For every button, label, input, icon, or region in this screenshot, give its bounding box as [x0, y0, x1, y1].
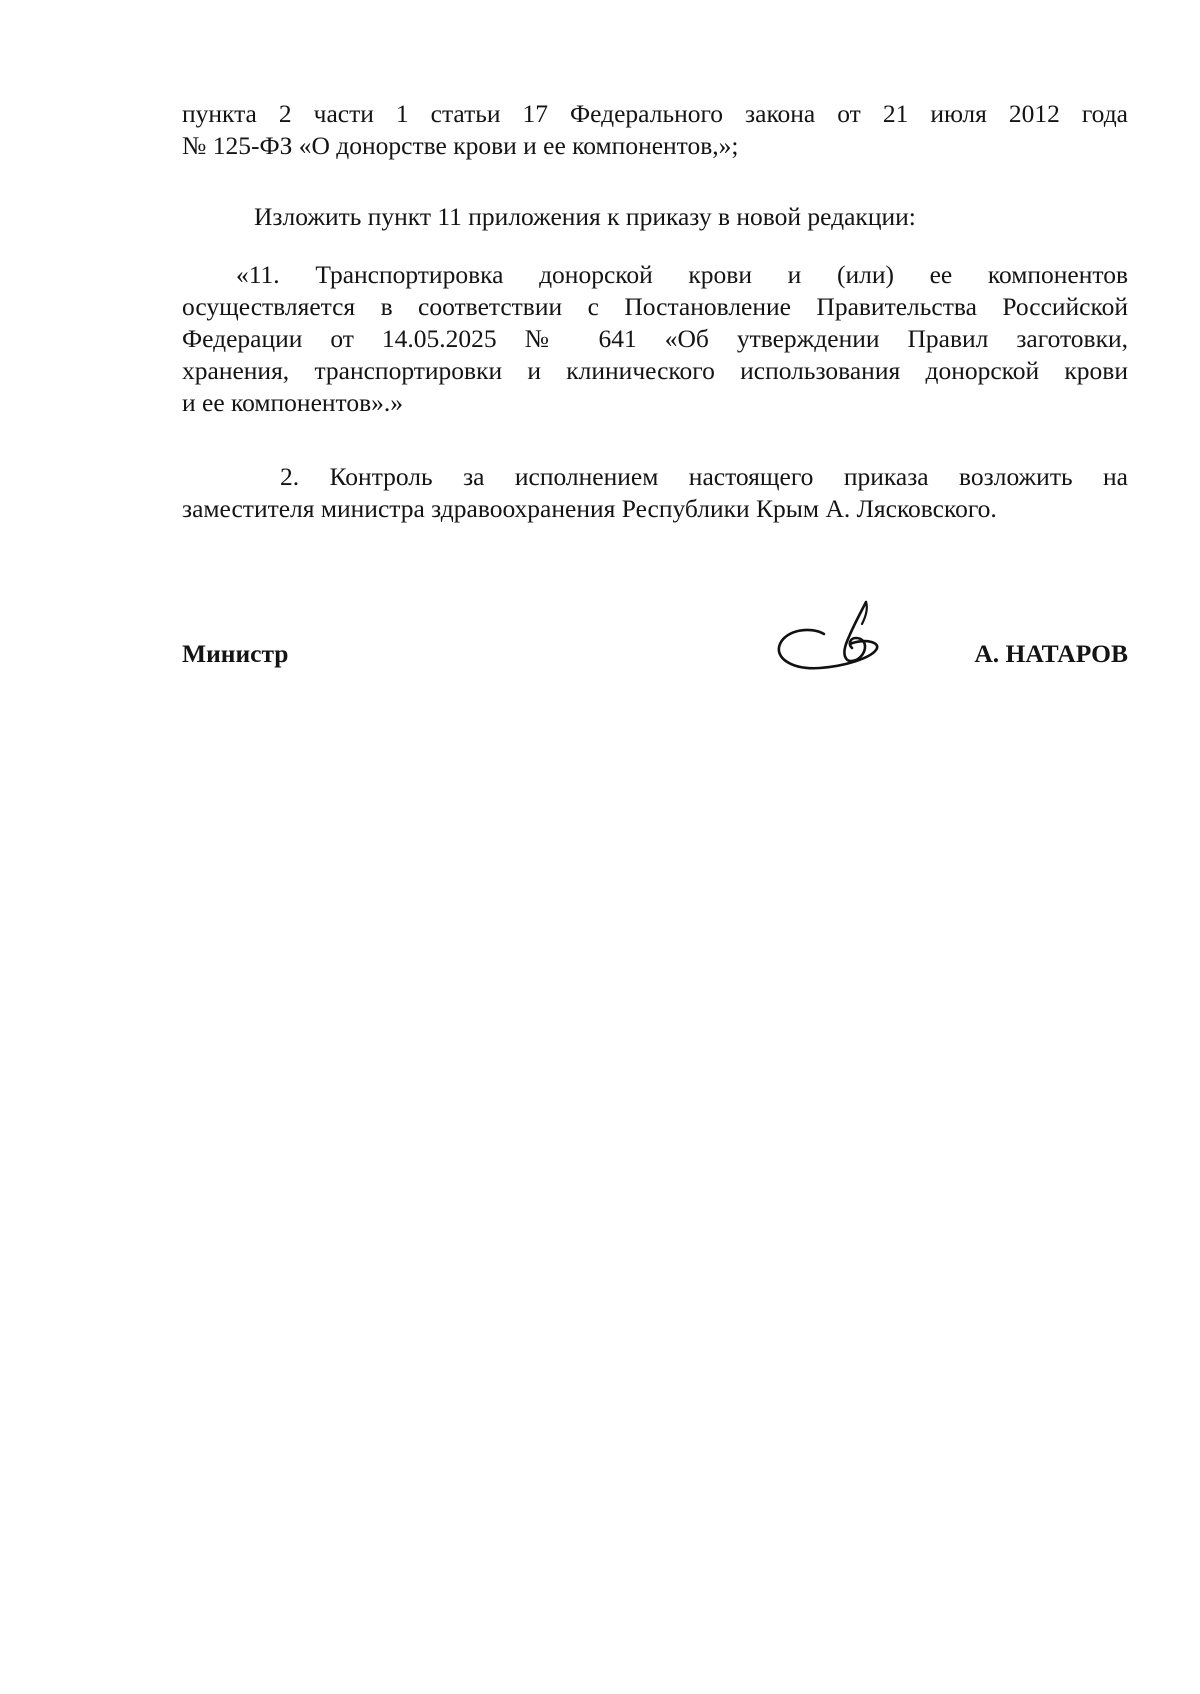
signatory-title: Министр [182, 639, 289, 668]
signatory-name: А. НАТАРОВ [974, 639, 1128, 668]
text-line: осуществляется в соответствии с Постановление Правительства Российской [182, 292, 1128, 321]
text-line: пункта 2 части 1 статьи 17 Федерального закона от 21 июля 2012 года [182, 99, 1128, 128]
document-body [182, 98, 1128, 525]
text-line: 2. Контроль за исполнением настоящего приказа возложить на [280, 462, 1128, 491]
text-line: и ее компонентов».» [182, 388, 404, 417]
paragraph-item-11 [182, 259, 1128, 419]
paragraph-legal-reference [182, 98, 1128, 162]
paragraph-amendment-intro: Изложить пункт 11 приложения к приказу в новой редакции: [254, 202, 916, 231]
text-line: заместителя министра здравоохранения Республики Крым А. Лясковского. [182, 494, 997, 523]
text-line: «11. Транспортировка донорской крови и (или) ее компонентов [236, 260, 1128, 289]
text-line: Федерации от 14.05.2025 № 641 «Об утверждении Правил заготовки, [182, 324, 1128, 353]
handwritten-signature [772, 598, 892, 678]
text-line: хранения, транспортировки и клинического использования донорской крови [182, 356, 1128, 385]
paragraph-control-clause [182, 461, 1128, 525]
signature-block [182, 598, 1128, 678]
text-line: № 125-ФЗ «О донорстве крови и ее компонентов,»; [182, 131, 739, 160]
